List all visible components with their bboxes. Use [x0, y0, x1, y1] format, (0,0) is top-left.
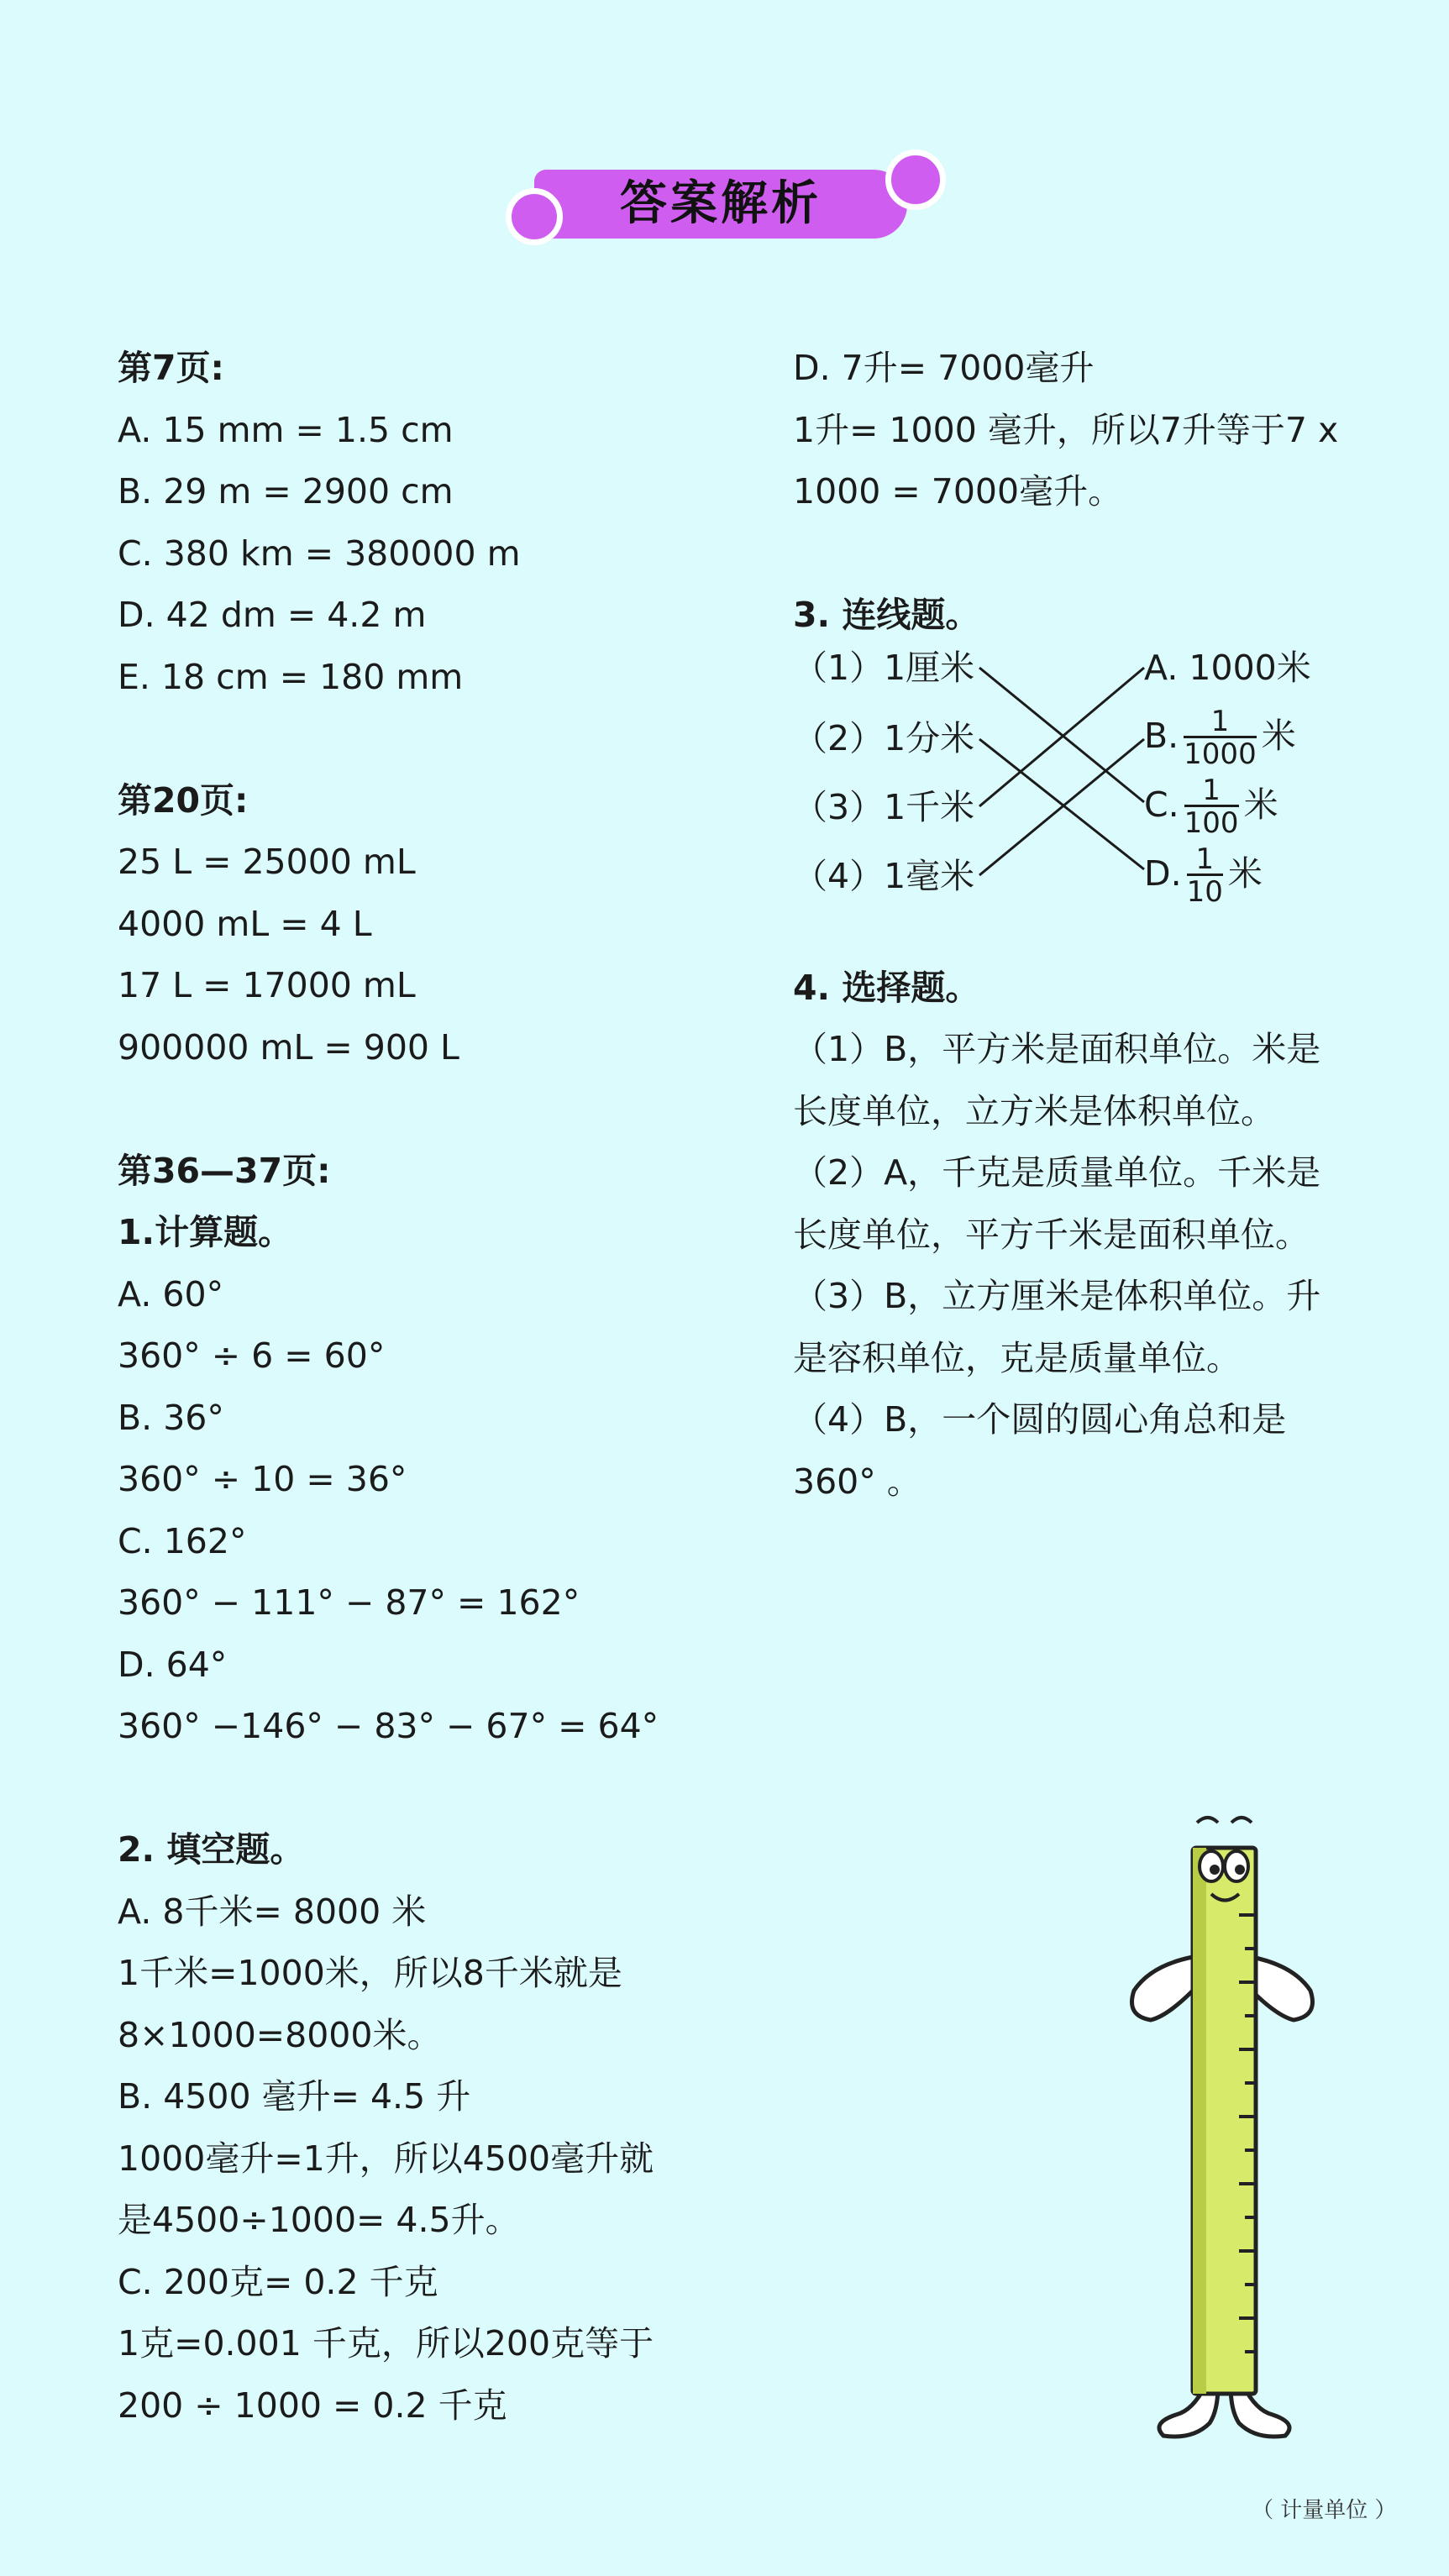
- match-right-b: [1144, 697, 1296, 774]
- fraction: [1184, 707, 1257, 769]
- match-right-c: [1144, 766, 1278, 843]
- answer-line: B. 4500 毫升= 4.5 升: [118, 2076, 471, 2117]
- answer-line: E. 18 cm = 180 mm: [118, 656, 464, 697]
- option-letter: B.: [1144, 715, 1179, 756]
- answer-line: （4）B，一个圆的圆心角总和是: [793, 1399, 1287, 1440]
- answer-line: 是容积单位，克是质量单位。: [793, 1337, 1241, 1378]
- answer-line: C. 200克= 0.2 千克: [118, 2261, 438, 2302]
- denominator: 100: [1184, 806, 1239, 840]
- answer-line: A. 60°: [118, 1273, 224, 1314]
- fraction: [1184, 774, 1239, 840]
- numerator: 1: [1210, 705, 1230, 738]
- section-heading-p20: 第20页:: [118, 779, 249, 821]
- match-left-3: （3）1千米: [793, 786, 975, 827]
- answer-line: 200 ÷ 1000 = 0.2 千克: [118, 2385, 507, 2426]
- denominator: 10: [1186, 875, 1223, 909]
- denominator: 1000: [1184, 737, 1257, 771]
- answer-line: 1升= 1000 毫升，所以7升等于7 x: [793, 409, 1339, 450]
- match-right-a: A. 1000米: [1144, 647, 1311, 688]
- ruler-character-illustration: [1117, 1806, 1344, 2444]
- unit: 米: [1227, 853, 1263, 894]
- answer-line: D. 64°: [118, 1644, 228, 1685]
- answer-line: 8×1000=8000米。: [118, 2014, 442, 2055]
- answer-line: A. 8千米= 8000 米: [118, 1891, 427, 1932]
- answer-line: 900000 mL = 900 L: [118, 1026, 459, 1068]
- answer-line: 360° ÷ 10 = 36°: [118, 1459, 407, 1499]
- section-heading-p36: 第36—37页:: [118, 1150, 331, 1191]
- match-left-2: （2）1分米: [793, 717, 975, 758]
- right-column: [793, 338, 1381, 1513]
- answer-line: B. 36°: [118, 1397, 224, 1438]
- answer-line: 360° − 111° − 87° = 162°: [118, 1582, 580, 1623]
- match-left-4: （4）1毫米: [793, 855, 975, 896]
- answer-line: （1）B，平方米是面积单位。米是: [793, 1029, 1321, 1069]
- page-title: 答案解析: [620, 176, 822, 231]
- matching-diagram: [793, 647, 1381, 932]
- fraction: [1186, 842, 1223, 909]
- question-heading-2: 2. 填空题。: [118, 1829, 305, 1870]
- answer-line: 25 L = 25000 mL: [118, 842, 416, 882]
- answer-line: 360° −146° − 83° − 67° = 64°: [118, 1706, 659, 1746]
- option-letter: D.: [1144, 853, 1182, 894]
- answer-line: D. 7升= 7000毫升: [793, 348, 1095, 388]
- unit: 米: [1261, 715, 1296, 756]
- question-heading-4: 4. 选择题。: [793, 967, 980, 1008]
- answer-line: 360° 。: [793, 1461, 921, 1502]
- answer-line: 长度单位，立方米是体积单位。: [793, 1090, 1275, 1131]
- section-heading-p7: 第7页:: [118, 348, 224, 388]
- answer-line: A. 15 mm = 1.5 cm: [118, 409, 454, 450]
- unit: 米: [1243, 784, 1278, 825]
- answer-line: 1克=0.001 千克，所以200克等于: [118, 2323, 654, 2364]
- match-left-1: （1）1厘米: [793, 647, 975, 688]
- match-right-d: [1144, 835, 1263, 912]
- footer-label: （ 计量单位 ）: [1252, 2498, 1397, 2523]
- answer-line: B. 29 m = 2900 cm: [118, 471, 454, 512]
- answer-line: 1000毫升=1升，所以4500毫升就: [118, 2138, 654, 2179]
- title-banner: [501, 148, 954, 257]
- numerator: 1: [1195, 842, 1215, 876]
- answer-line: D. 42 dm = 4.2 m: [118, 595, 427, 635]
- answer-line: （3）B，立方厘米是体积单位。升: [793, 1276, 1321, 1316]
- answer-line: 是4500÷1000= 4.5升。: [118, 2200, 520, 2240]
- numerator: 1: [1202, 774, 1221, 807]
- answer-line: C. 380 km = 380000 m: [118, 533, 521, 574]
- option-letter: C.: [1144, 784, 1179, 825]
- answer-line: C. 162°: [118, 1520, 247, 1561]
- question-heading-3: 3. 连线题。: [793, 595, 980, 635]
- answer-line: 长度单位，平方千米是面积单位。: [793, 1214, 1310, 1255]
- answer-line: 360° ÷ 6 = 60°: [118, 1335, 386, 1376]
- answer-line: 4000 mL = 4 L: [118, 903, 372, 944]
- answer-line: （2）A，千克是质量单位。千米是: [793, 1152, 1321, 1193]
- answer-line: 1000 = 7000毫升。: [793, 471, 1123, 512]
- question-heading-1: 1.计算题。: [118, 1212, 293, 1252]
- answer-line: 1千米=1000米，所以8千米就是: [118, 1953, 622, 1993]
- left-column: [118, 338, 689, 2437]
- answer-line: 17 L = 17000 mL: [118, 965, 416, 1005]
